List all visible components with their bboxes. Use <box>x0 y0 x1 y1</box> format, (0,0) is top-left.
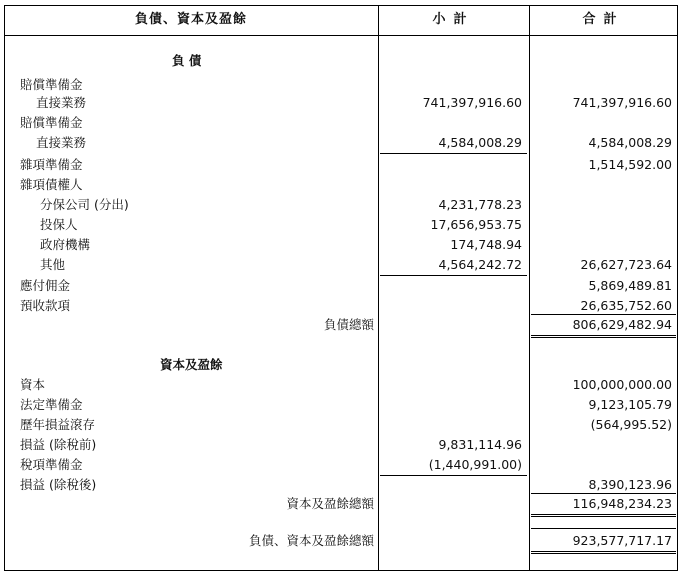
total-value: 741,397,916.60 <box>572 95 672 110</box>
table-row <box>4 395 678 415</box>
header-divider <box>4 35 678 36</box>
total-rule <box>531 528 676 529</box>
row-label: 應付佣金 <box>20 278 71 293</box>
table-row <box>4 215 678 235</box>
row-label: 賠償準備金 <box>20 115 83 130</box>
row-label: 投保人 <box>40 217 78 232</box>
header-subtotal: 小計 <box>432 12 475 27</box>
total-value: 5,869,489.81 <box>588 278 672 293</box>
row-label: 直接業務 <box>36 135 87 150</box>
total-double-rule <box>531 551 676 554</box>
row-label: 預收款項 <box>20 298 71 313</box>
table-row <box>4 531 678 551</box>
subtotal-value: 4,584,008.29 <box>438 135 522 150</box>
total-value: 1,514,592.00 <box>588 157 672 172</box>
row-label: 雜項準備金 <box>20 157 83 172</box>
subtotal-value: 17,656,953.75 <box>430 217 522 232</box>
section-heading-liabilities: 負 債 <box>172 53 202 68</box>
header-total: 合計 <box>582 12 625 27</box>
row-label: 法定準備金 <box>20 397 83 412</box>
table-row <box>4 276 678 296</box>
row-label: 損益 (除稅後) <box>20 477 97 492</box>
row-label: 政府機構 <box>40 237 91 252</box>
row-label: 直接業務 <box>36 95 87 110</box>
total-value: 4,584,008.29 <box>588 135 672 150</box>
row-label: 資本 <box>20 377 46 392</box>
liabilities-total-label: 負債總額 <box>323 317 374 332</box>
total-value: 923,577,717.17 <box>572 533 672 548</box>
table-row <box>4 155 678 175</box>
total-value: 100,000,000.00 <box>572 377 672 392</box>
row-label: 雜項債權人 <box>20 177 83 192</box>
section-heading-capital-surplus: 資本及盈餘 <box>160 357 223 372</box>
table-row <box>4 315 678 335</box>
balance-sheet-table <box>4 5 678 571</box>
total-value: 9,123,105.79 <box>588 397 672 412</box>
row-label: 歷年損益滾存 <box>20 417 96 432</box>
total-value: 116,948,234.23 <box>572 496 672 511</box>
table-row <box>4 235 678 255</box>
subtotal-value: 4,231,778.23 <box>438 197 522 212</box>
total-double-rule <box>531 335 676 338</box>
table-row <box>4 375 678 395</box>
table-row <box>4 195 678 215</box>
table-row <box>4 475 678 495</box>
total-value: 26,635,752.60 <box>580 298 672 313</box>
table-row <box>4 51 678 71</box>
table-row <box>4 296 678 316</box>
row-label: 賠償準備金 <box>20 77 83 92</box>
table-row <box>4 455 678 475</box>
subtotal-value: (1,440,991.00) <box>428 457 522 472</box>
table-row <box>4 93 678 113</box>
table-row <box>4 133 678 153</box>
table-row <box>4 113 678 133</box>
header-liabilities-capital-surplus: 負債、資本及盈餘 <box>134 12 247 27</box>
table-row <box>4 355 678 375</box>
table-row <box>4 415 678 435</box>
subtotal-value: 4,564,242.72 <box>438 257 522 272</box>
table-row <box>4 435 678 455</box>
capital-surplus-total-label: 資本及盈餘總額 <box>286 496 374 511</box>
row-label: 分保公司 (分出) <box>40 197 129 212</box>
row-label: 損益 (除稅前) <box>20 437 97 452</box>
table-row <box>4 175 678 195</box>
table-row <box>4 75 678 95</box>
total-value: 806,629,482.94 <box>572 317 672 332</box>
subtotal-value: 9,831,114.96 <box>438 437 522 452</box>
row-label: 其他 <box>40 257 66 272</box>
subtotal-value: 741,397,916.60 <box>422 95 522 110</box>
subtotal-rule <box>380 153 527 154</box>
grand-total-label: 負債、資本及盈餘總額 <box>248 533 374 548</box>
table-row <box>4 255 678 275</box>
table-row <box>4 494 678 514</box>
total-value: (564,995.52) <box>590 417 672 432</box>
row-label: 稅項準備金 <box>20 457 83 472</box>
total-double-rule <box>531 514 676 517</box>
total-value: 26,627,723.64 <box>580 257 672 272</box>
subtotal-value: 174,748.94 <box>450 237 522 252</box>
total-value: 8,390,123.96 <box>588 477 672 492</box>
